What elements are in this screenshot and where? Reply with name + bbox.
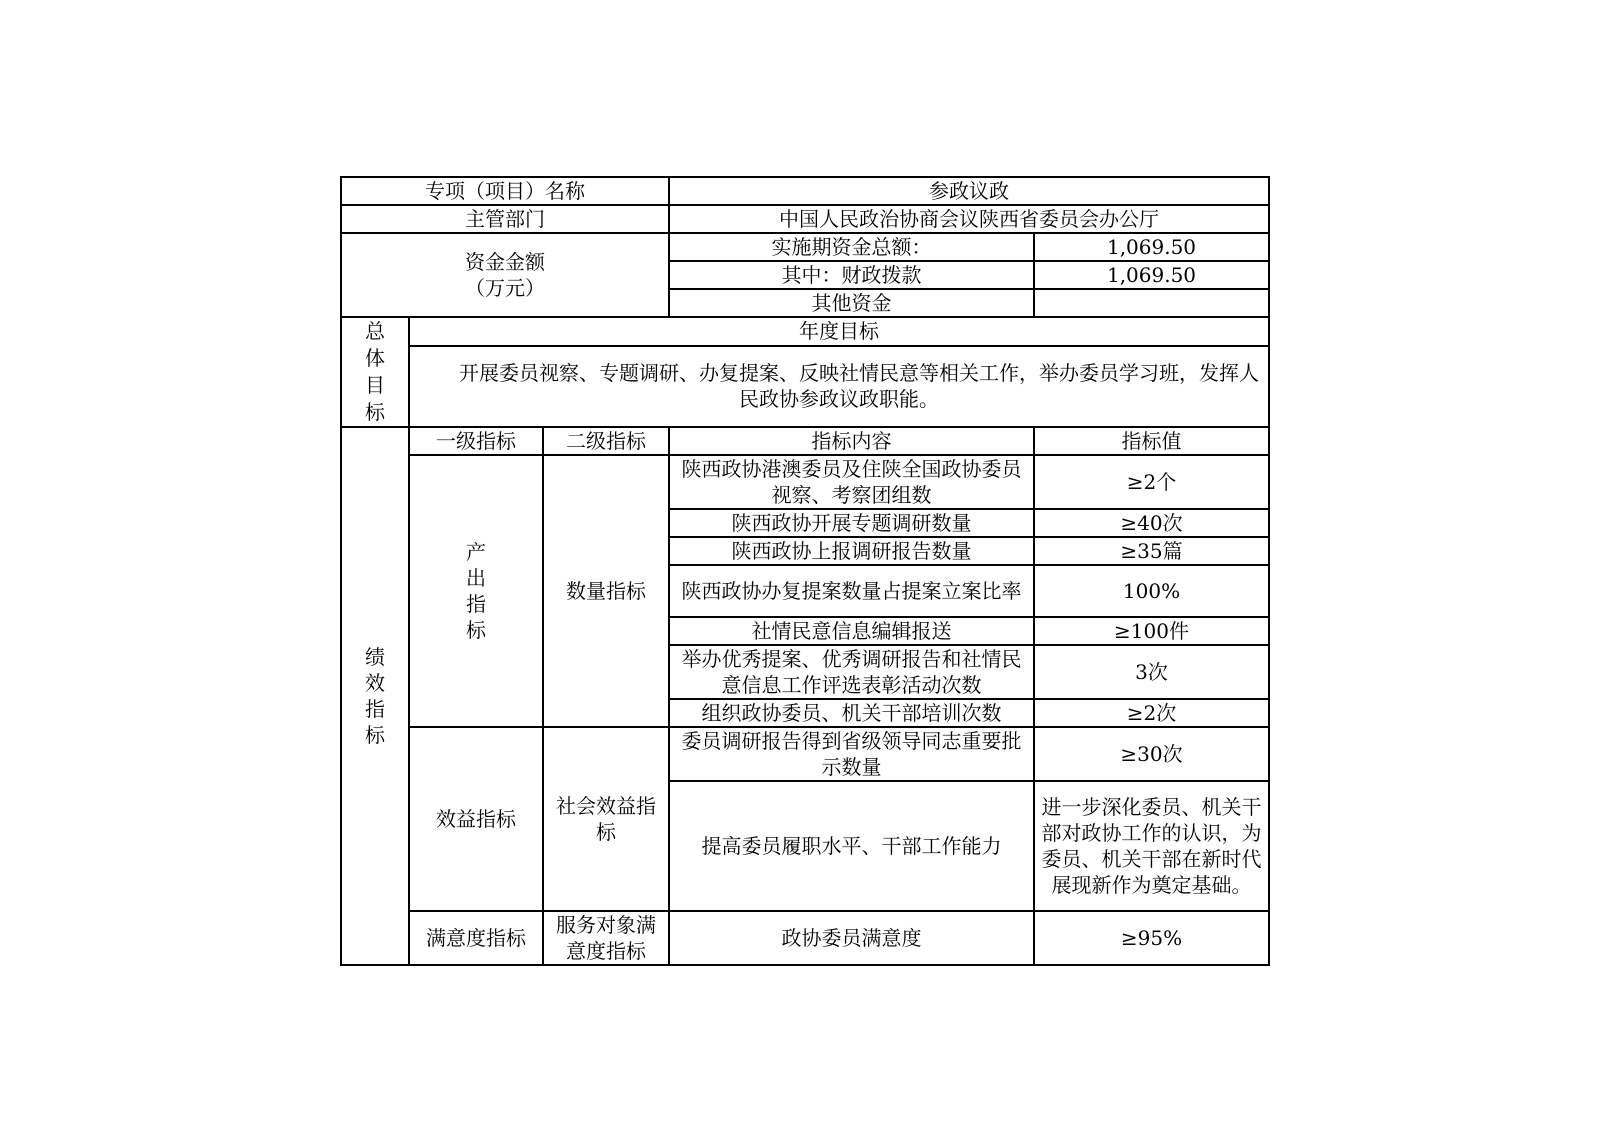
quantity-indicator-label: 数量指标 [543, 455, 669, 727]
department-value: 中国人民政治协商会议陕西省委员会办公厅 [669, 205, 1269, 233]
indicator-content: 社情民意信息编辑报送 [669, 617, 1034, 645]
annual-goal-label: 年度目标 [409, 317, 1269, 346]
table-row [341, 911, 1269, 965]
funds-row-total [341, 233, 1269, 261]
indicator-value: ≥2次 [1034, 699, 1269, 727]
indicator-value: 100% [1034, 565, 1269, 617]
indicator-content: 举办优秀提案、优秀调研报告和社情民意信息工作评选表彰活动次数 [669, 645, 1034, 699]
department-row [341, 205, 1269, 233]
project-name-value: 参政议政 [669, 177, 1269, 205]
col-content-header: 指标内容 [669, 427, 1034, 455]
indicator-value: ≥35篇 [1034, 537, 1269, 565]
funds-label [341, 233, 669, 317]
overall-goal-label-text: 总体目标 [365, 319, 385, 424]
project-name-row [341, 177, 1269, 205]
indicator-content: 政协委员满意度 [669, 911, 1034, 965]
indicator-content: 陕西政协办复提案数量占提案立案比率 [669, 565, 1034, 617]
funds-fiscal-value: 1,069.50 [1034, 261, 1269, 289]
indicator-value: ≥95% [1034, 911, 1269, 965]
funds-other-value [1034, 289, 1269, 317]
funds-total-label: 实施期资金总额： [669, 233, 1034, 261]
indicator-content: 委员调研报告得到省级领导同志重要批示数量 [669, 727, 1034, 781]
funds-label-line1: 资金金额 [465, 250, 545, 274]
annual-goal-text-row [341, 346, 1269, 427]
col-value-header: 指标值 [1034, 427, 1269, 455]
indicator-value: 3次 [1034, 645, 1269, 699]
col-level2-header: 二级指标 [543, 427, 669, 455]
annual-goal-text-content: 开展委员视察、专题调研、办复提案、反映社情民意等相关工作，举办委员学习班，发挥人民政协参政议政职能。 [459, 361, 1259, 412]
indicator-value: ≥2个 [1034, 455, 1269, 509]
project-name-label: 专项（项目）名称 [341, 177, 669, 205]
output-indicator-label [409, 455, 543, 727]
table-row [341, 455, 1269, 509]
indicator-content: 组织政协委员、机关干部培训次数 [669, 699, 1034, 727]
performance-indicator-label-text: 绩效指标 [365, 645, 385, 747]
output-indicator-label-text: 产出指标 [466, 540, 486, 642]
indicator-value: ≥30次 [1034, 727, 1269, 781]
indicator-value: ≥40次 [1034, 509, 1269, 537]
col-level1-header: 一级指标 [409, 427, 543, 455]
indicator-value: ≥100件 [1034, 617, 1269, 645]
indicator-content: 提高委员履职水平、干部工作能力 [669, 781, 1034, 911]
overall-goal-label [341, 317, 409, 427]
performance-target-table [340, 176, 1270, 966]
service-satisfaction-indicator-label: 服务对象满意度指标 [543, 911, 669, 965]
table-row [341, 727, 1269, 781]
indicator-content: 陕西政协港澳委员及住陕全国政协委员视察、考察团组数 [669, 455, 1034, 509]
performance-indicator-label [341, 427, 409, 965]
social-benefit-indicator-label: 社会效益指标 [543, 727, 669, 911]
funds-other-label: 其他资金 [669, 289, 1034, 317]
annual-goal-text [409, 346, 1269, 427]
indicator-header-row [341, 427, 1269, 455]
funds-total-value: 1,069.50 [1034, 233, 1269, 261]
funds-fiscal-label: 其中：财政拨款 [669, 261, 1034, 289]
indicator-content: 陕西政协上报调研报告数量 [669, 537, 1034, 565]
indicator-content: 陕西政协开展专题调研数量 [669, 509, 1034, 537]
satisfaction-indicator-label: 满意度指标 [409, 911, 543, 965]
department-label: 主管部门 [341, 205, 669, 233]
annual-goal-header-row [341, 317, 1269, 346]
indicator-value: 进一步深化委员、机关干部对政协工作的认识，为委员、机关干部在新时代展现新作为奠定基础。 [1034, 781, 1269, 911]
funds-label-line2: （万元） [465, 276, 545, 300]
benefit-indicator-label: 效益指标 [409, 727, 543, 911]
